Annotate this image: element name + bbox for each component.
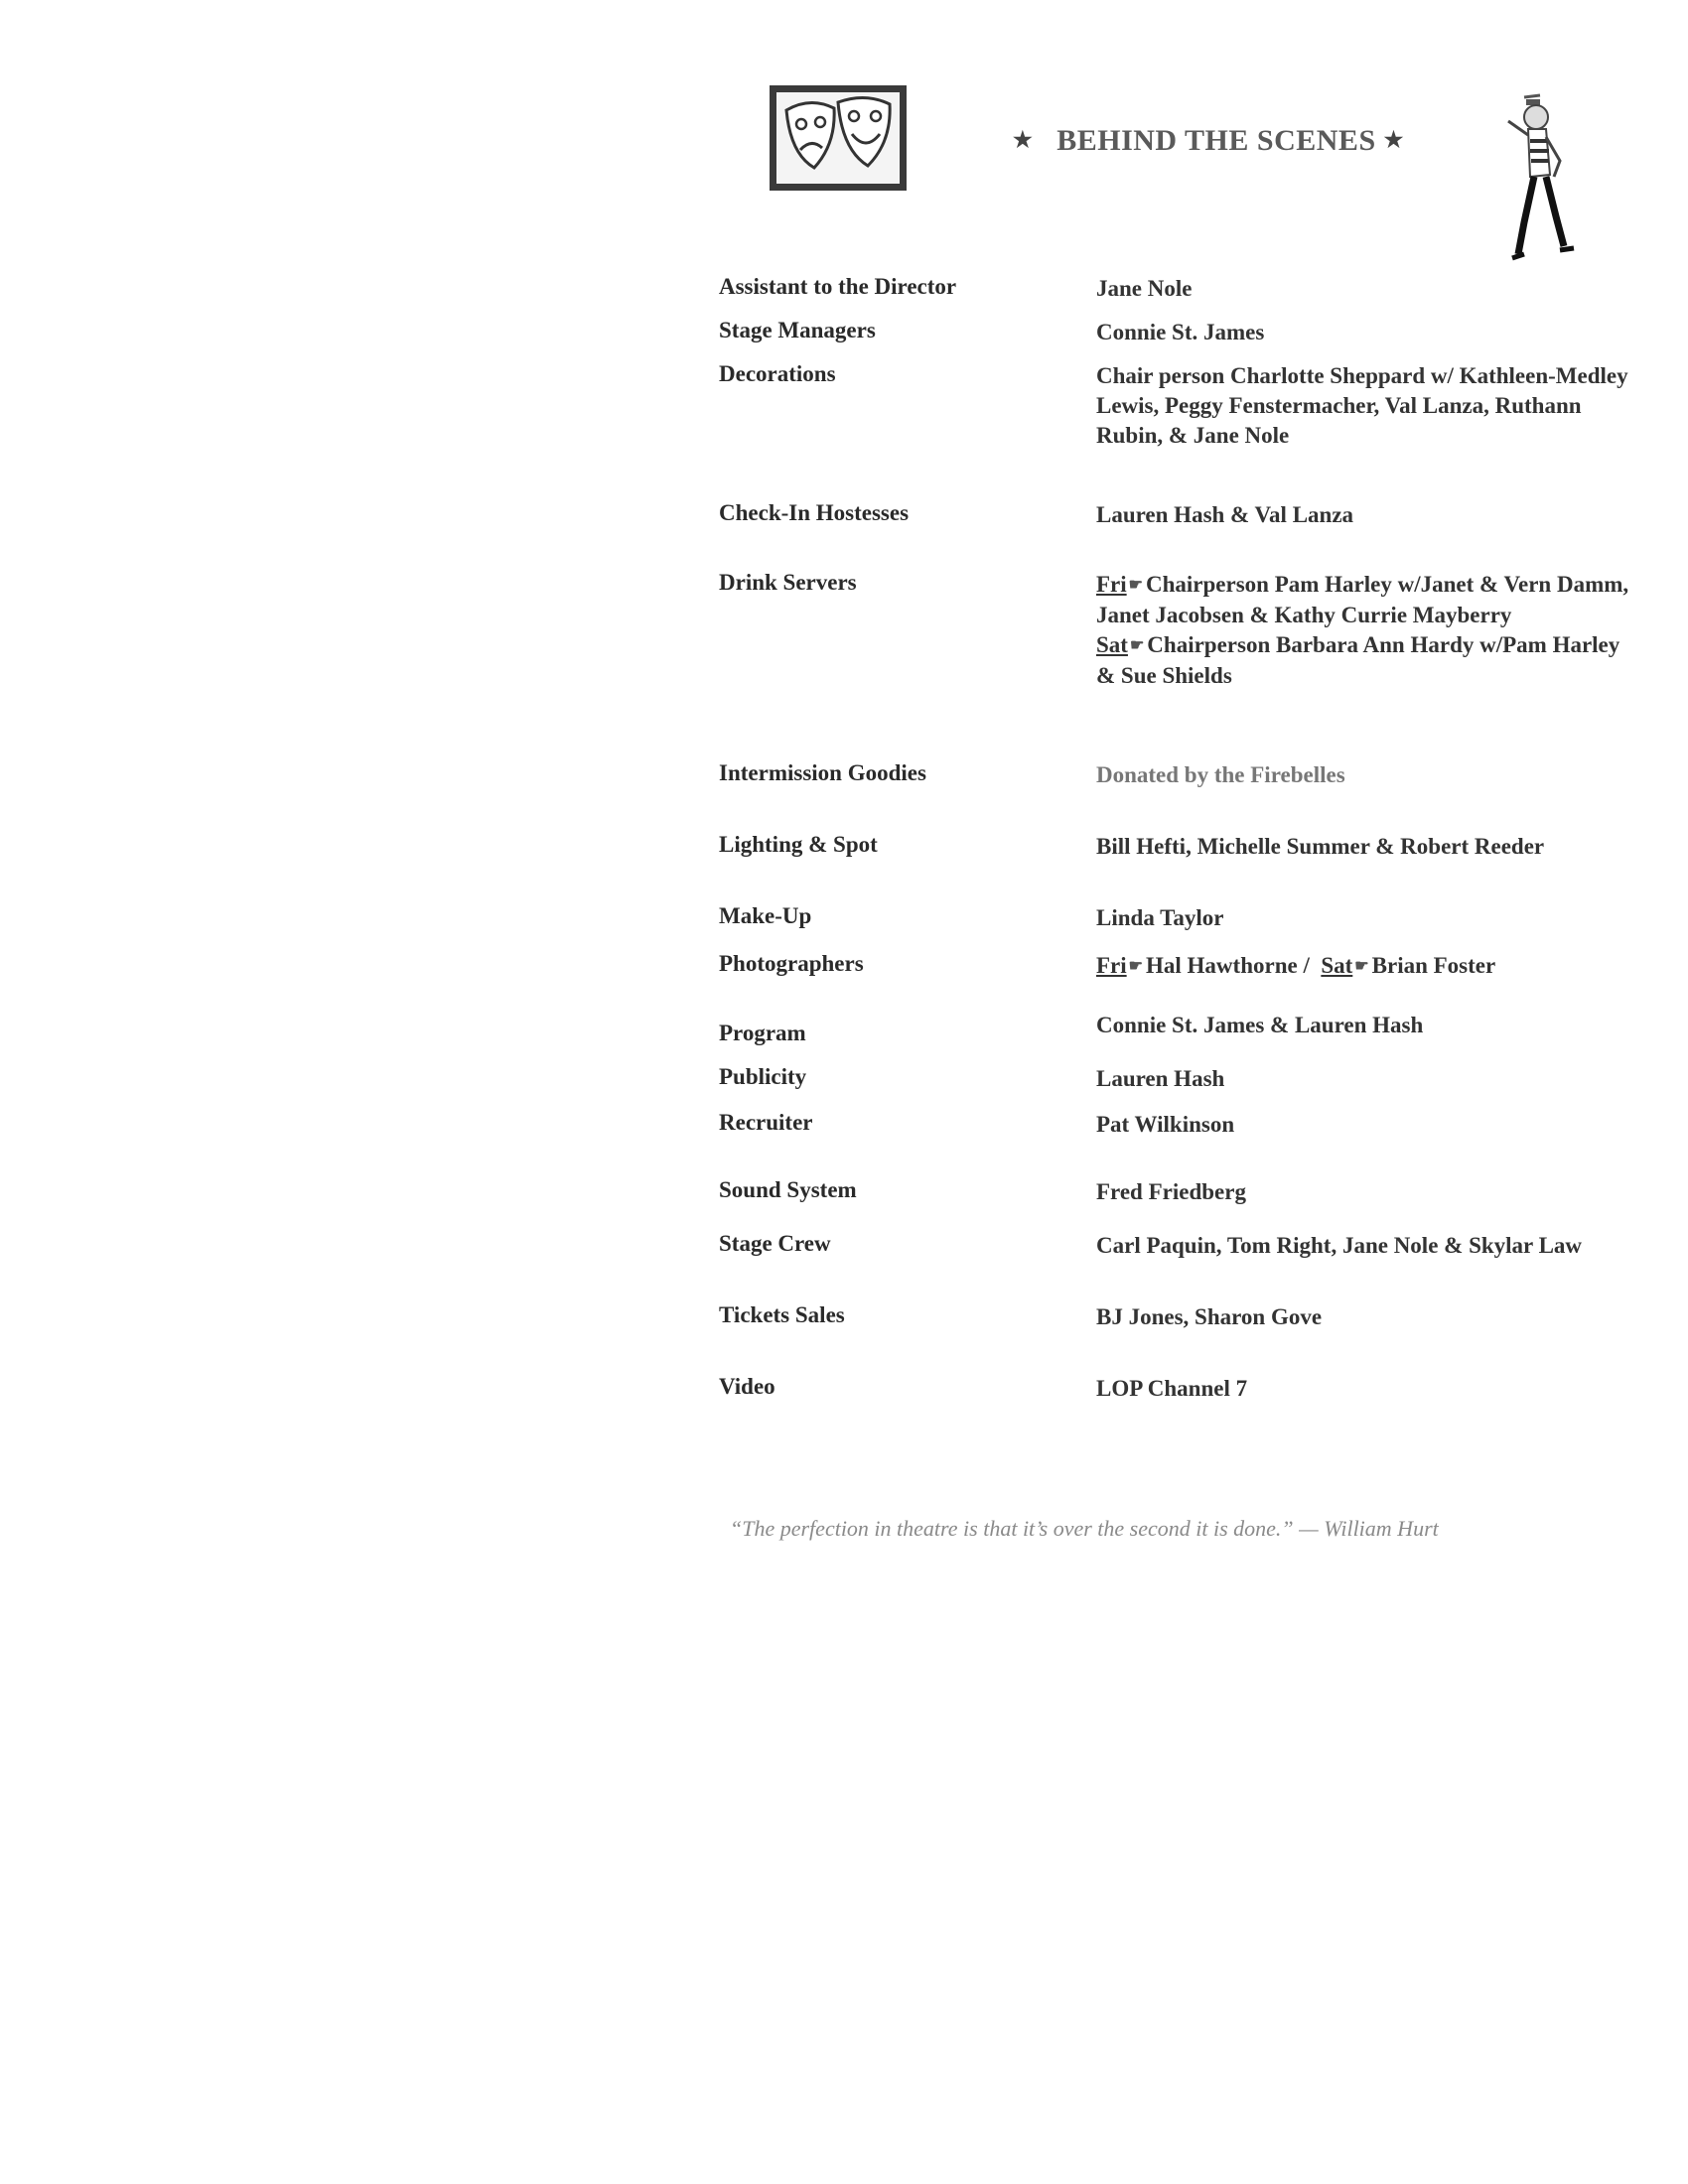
credit-label: Photographers bbox=[719, 951, 864, 976]
credit-label: Assistant to the Director bbox=[719, 274, 957, 299]
pointing-hand-icon: ☛ bbox=[1129, 637, 1145, 654]
credit-value: Jane Nole bbox=[1096, 276, 1193, 301]
pointing-hand-icon: ☛ bbox=[1128, 958, 1143, 975]
credit-value: Bill Hefti, Michelle Summer & Robert Reeder bbox=[1096, 834, 1545, 859]
credit-value: Lauren Hash bbox=[1096, 1066, 1225, 1091]
credit-value: Lauren Hash & Val Lanza bbox=[1096, 502, 1354, 527]
credit-value: Donated by the Firebelles bbox=[1096, 762, 1345, 787]
credit-label: Stage Crew bbox=[719, 1231, 831, 1256]
credit-label: Drink Servers bbox=[719, 570, 857, 595]
dancing-mime-figure-icon bbox=[1494, 91, 1584, 270]
credit-label: Recruiter bbox=[719, 1110, 813, 1135]
friday-label: Fri bbox=[1096, 953, 1127, 978]
credit-value: Carl Paquin, Tom Right, Jane Nole & Skylar Law bbox=[1096, 1233, 1583, 1258]
credit-value: LOP Channel 7 bbox=[1096, 1376, 1248, 1401]
credit-label: Make-Up bbox=[719, 903, 812, 928]
credit-value bbox=[1096, 951, 1632, 982]
star-icon: ★ bbox=[1383, 127, 1404, 152]
credit-value: Linda Taylor bbox=[1096, 905, 1224, 930]
credit-label: Check-In Hostesses bbox=[719, 500, 910, 525]
page-title-text: BEHIND THE SCENES bbox=[1056, 124, 1376, 157]
friday-servers: Chairperson Pam Harley w/Janet & Vern Damm, Janet Jacobsen & Kathy Currie Mayberry bbox=[1096, 572, 1629, 627]
mime-figure-drawing bbox=[1494, 91, 1584, 270]
credit-value: Connie St. James & Lauren Hash bbox=[1096, 1013, 1424, 1037]
saturday-servers: Chairperson Barbara Ann Hardy w/Pam Harley & Sue Shields bbox=[1096, 632, 1620, 688]
credit-value: Fred Friedberg bbox=[1096, 1179, 1246, 1204]
credit-value: Pat Wilkinson bbox=[1096, 1112, 1235, 1137]
credit-label: Intermission Goodies bbox=[719, 760, 926, 785]
theatre-masks-drawing bbox=[776, 92, 900, 184]
footer-quote: “The perfection in theatre is that it’s over the second it is done.” — William Hurt bbox=[730, 1516, 1439, 1541]
credit-label: Decorations bbox=[719, 361, 836, 386]
credit-label: Stage Managers bbox=[719, 318, 876, 342]
credit-label: Video bbox=[719, 1374, 775, 1399]
friday-photographer: Hal Hawthorne / bbox=[1146, 953, 1310, 978]
pointing-hand-icon: ☛ bbox=[1128, 577, 1143, 594]
saturday-label: Sat bbox=[1321, 953, 1353, 978]
friday-label: Fri bbox=[1096, 572, 1127, 597]
saturday-label: Sat bbox=[1096, 632, 1128, 657]
star-icon: ★ bbox=[1013, 127, 1034, 152]
credit-label: Tickets Sales bbox=[719, 1302, 845, 1327]
saturday-photographer: Brian Foster bbox=[1371, 953, 1496, 978]
credit-label: Program bbox=[719, 1021, 806, 1045]
page-title bbox=[1013, 124, 1404, 164]
credit-label: Lighting & Spot bbox=[719, 832, 878, 857]
credit-value: BJ Jones, Sharon Gove bbox=[1096, 1304, 1323, 1329]
credit-value: Connie St. James bbox=[1096, 320, 1265, 344]
credit-value: Chair person Charlotte Sheppard w/ Kathleen-Medley Lewis, Peggy Fenstermacher, Val Lanza, Ruthann Rubin, & Jane Nole bbox=[1096, 363, 1628, 448]
credit-label: Sound System bbox=[719, 1177, 857, 1202]
credit-value bbox=[1096, 570, 1632, 691]
theatre-masks-icon bbox=[770, 85, 907, 191]
pointing-hand-icon: ☛ bbox=[1354, 958, 1369, 975]
credit-label: Publicity bbox=[719, 1064, 807, 1089]
